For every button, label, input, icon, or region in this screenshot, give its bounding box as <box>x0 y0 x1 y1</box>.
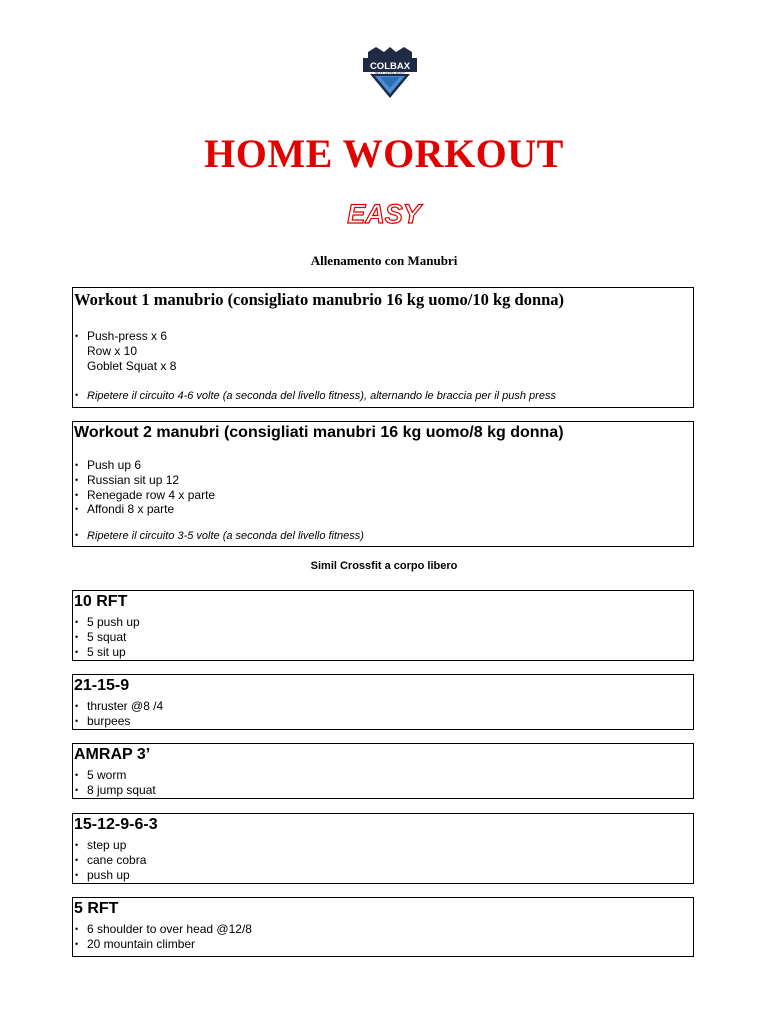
list-item: Row x 10 <box>87 343 138 358</box>
list-item: Goblet Squat x 8 <box>87 358 177 373</box>
colbax-logo <box>362 44 418 100</box>
crossfit-title: 10 RFT <box>74 593 128 610</box>
logo-tagline: NEXT LEVEL BODY <box>374 71 406 75</box>
crossfit-box-21-15-9 <box>72 674 694 730</box>
crossfit-title: 21-15-9 <box>74 677 130 694</box>
crossfit-list <box>75 922 252 952</box>
list-item: • 5 sit up <box>75 645 140 660</box>
page-subtitle: EASY <box>347 199 421 229</box>
list-item: • cane cobra <box>75 853 146 868</box>
workout-1-note: • Ripetere il circuito 4-6 volte (a seconda del livello fitness), alternando le braccia per il push press <box>75 390 556 402</box>
list-item: • 5 push up <box>75 615 140 630</box>
list-item: • Push-press x 6 <box>75 329 176 344</box>
list-item: • 5 squat <box>75 630 140 645</box>
workout-1-title: Workout 1 manubrio (consigliato manubrio 16 kg uomo/10 kg donna) <box>74 290 565 309</box>
workout-2-note: • Ripetere il circuito 3-5 volte (a seconda del livello fitness) <box>75 530 364 542</box>
workout-1-box <box>72 287 694 408</box>
list-item: • Push up 6 <box>75 458 215 473</box>
list-item: • burpees <box>75 714 163 729</box>
crossfit-title: AMRAP 3’ <box>74 746 151 763</box>
crossfit-box-15-12-9-6-3 <box>72 813 694 884</box>
crossfit-list <box>75 838 146 882</box>
logo-text: COLBAX <box>369 61 411 72</box>
list-item: • 8 jump squat <box>75 783 156 798</box>
crossfit-title: 5 RFT <box>74 900 119 917</box>
workout-1-list <box>75 329 176 373</box>
workout-2-list <box>75 458 215 517</box>
list-item: • Renegade row 4 x parte <box>75 488 215 503</box>
page-title: HOME WORKOUT <box>204 131 564 176</box>
list-item: • 6 shoulder to over head @12/8 <box>75 922 252 937</box>
list-item: • 20 mountain climber <box>75 937 252 952</box>
workout-2-box <box>72 421 694 547</box>
crossfit-list <box>75 699 163 729</box>
crossfit-title: 15-12-9-6-3 <box>74 816 158 833</box>
crossfit-box-5-rft <box>72 897 694 957</box>
list-item: • 5 worm <box>75 768 156 783</box>
crossfit-box-10-rft <box>72 590 694 661</box>
list-item: • Affondi 8 x parte <box>75 502 215 517</box>
crossfit-box-amrap <box>72 743 694 799</box>
workout-2-title: Workout 2 manubri (consigliati manubri 16 kg uomo/8 kg donna) <box>74 424 564 441</box>
list-item: • push up <box>75 868 146 883</box>
crossfit-list <box>75 615 140 659</box>
crossfit-list <box>75 768 156 798</box>
crossfit-section-heading: Simil Crossfit a corpo libero <box>310 560 458 572</box>
dumbbell-section-heading: Allenamento con Manubri <box>310 253 458 268</box>
list-item: • thruster @8 /4 <box>75 699 163 714</box>
list-item: • step up <box>75 838 146 853</box>
list-item: • Russian sit up 12 <box>75 473 215 488</box>
